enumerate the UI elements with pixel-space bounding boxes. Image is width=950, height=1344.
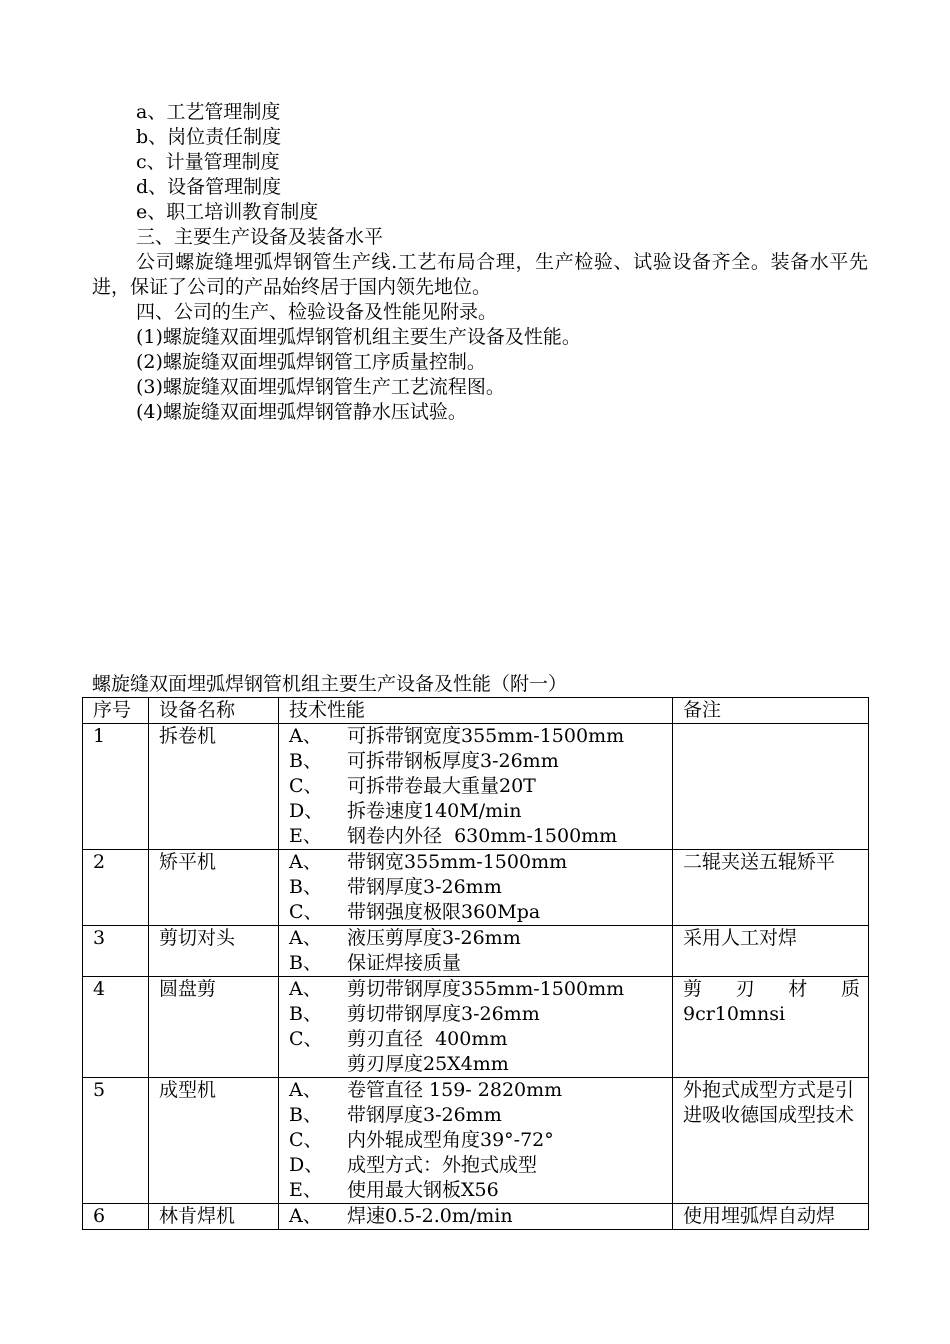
spec-cell	[279, 724, 673, 850]
appendix-item: (4)螺旋缝双面埋弧焊钢管静水压试验。	[136, 401, 467, 423]
spec-letter: B、	[289, 1003, 322, 1025]
spec-text: 内外辊成型角度39°-72°	[347, 1129, 554, 1151]
spec-text: 带钢厚度3-26mm	[347, 876, 502, 898]
table-row	[83, 850, 869, 926]
table-row	[83, 724, 869, 850]
spec-letter: E、	[289, 825, 322, 847]
spec-line	[289, 926, 672, 951]
spec-line	[289, 1204, 672, 1229]
row-number: 1	[83, 724, 149, 850]
spec-line	[289, 1178, 672, 1203]
appendix-item: (3)螺旋缝双面埋弧焊钢管生产工艺流程图。	[136, 376, 505, 398]
spec-letter: C、	[289, 1129, 323, 1151]
spec-text: 可拆带钢宽度355mm-1500mm	[347, 725, 625, 747]
section-body-equipment: 公司螺旋缝埋弧焊钢管生产线.工艺布局合理，生产检验、试验设备齐全。装备水平先进，保证了公司的产品始终居于国内领先地位。	[92, 251, 868, 298]
spec-line	[289, 850, 672, 875]
note-cell: 外抱式成型方式是引进吸收德国成型技术	[673, 1078, 869, 1204]
spec-cell	[279, 1204, 673, 1230]
spec-letter: D、	[289, 800, 324, 822]
equipment-table	[82, 697, 869, 1230]
spec-letter: C、	[289, 1028, 323, 1050]
spec-line	[289, 1027, 672, 1052]
spec-line	[289, 749, 672, 774]
spec-text: 拆卷速度140M/min	[347, 800, 522, 822]
header-cell: 设备名称	[149, 698, 279, 724]
spec-text: 卷管直径 159- 2820mm	[347, 1079, 563, 1101]
policy-item: d、设备管理制度	[136, 176, 282, 198]
spec-line	[289, 1103, 672, 1128]
header-cell: 序号	[83, 698, 149, 724]
policy-item: b、岗位责任制度	[136, 126, 282, 148]
row-number: 6	[83, 1204, 149, 1230]
table-caption: 螺旋缝双面埋弧焊钢管机组主要生产设备及性能（附一）	[92, 673, 568, 695]
spec-line	[289, 799, 672, 824]
spec-letter: C、	[289, 775, 323, 797]
note-line: 剪刃材质	[683, 978, 860, 1000]
header-cell: 技术性能	[279, 698, 673, 724]
spec-text: 剪刃厚度25X4mm	[347, 1053, 509, 1075]
spec-letter: A、	[289, 1079, 322, 1101]
table-row	[83, 1204, 869, 1230]
spec-cell	[279, 850, 673, 926]
row-number: 5	[83, 1078, 149, 1204]
policy-item: a、工艺管理制度	[136, 101, 281, 123]
spec-line	[289, 875, 672, 900]
spec-line	[289, 977, 672, 1002]
spec-cell	[279, 1078, 673, 1204]
spec-letter: A、	[289, 851, 322, 873]
table-row	[83, 977, 869, 1078]
note-line: 9cr10mnsi	[683, 1003, 786, 1025]
spec-cell	[279, 926, 673, 977]
equipment-name: 拆卷机	[149, 724, 279, 850]
spec-line	[289, 774, 672, 799]
spec-line	[289, 1078, 672, 1103]
equipment-name: 林肯焊机	[149, 1204, 279, 1230]
spec-text: 成型方式：外抱式成型	[347, 1154, 538, 1176]
note-cell: 采用人工对焊	[673, 926, 869, 977]
appendix-item: (2)螺旋缝双面埋弧焊钢管工序质量控制。	[136, 351, 486, 373]
spec-text: 钢卷内外径 630mm-1500mm	[347, 825, 618, 847]
spec-letter: B、	[289, 750, 322, 772]
appendix-item: (1)螺旋缝双面埋弧焊钢管机组主要生产设备及性能。	[136, 326, 581, 348]
policy-item: e、职工培训教育制度	[136, 201, 319, 223]
spec-text: 保证焊接质量	[347, 952, 462, 974]
spec-letter: B、	[289, 952, 322, 974]
spec-line	[289, 824, 672, 849]
row-number: 3	[83, 926, 149, 977]
spec-line	[289, 1052, 672, 1077]
section-heading-equipment: 三、主要生产设备及装备水平	[136, 226, 384, 248]
spec-cell	[279, 977, 673, 1078]
header-cell: 备注	[673, 698, 869, 724]
spec-letter: C、	[289, 901, 323, 923]
spec-text: 带钢宽355mm-1500mm	[347, 851, 568, 873]
spec-letter: E、	[289, 1179, 322, 1201]
spec-letter: B、	[289, 876, 322, 898]
spec-line	[289, 1153, 672, 1178]
equipment-name: 圆盘剪	[149, 977, 279, 1078]
note-cell	[673, 977, 869, 1078]
spec-text: 可拆带卷最大重量20T	[347, 775, 536, 797]
spec-text: 带钢厚度3-26mm	[347, 1104, 502, 1126]
row-number: 2	[83, 850, 149, 926]
equipment-name: 成型机	[149, 1078, 279, 1204]
table-row	[83, 1078, 869, 1204]
spec-line	[289, 1128, 672, 1153]
spec-text: 剪切带钢厚度3-26mm	[347, 1003, 540, 1025]
spec-line	[289, 1002, 672, 1027]
table-row	[83, 926, 869, 977]
equipment-name: 矫平机	[149, 850, 279, 926]
spec-text: 使用最大钢板X56	[347, 1179, 499, 1201]
spec-text: 带钢强度极限360Mpa	[347, 901, 541, 923]
note-cell: 二辊夹送五辊矫平	[673, 850, 869, 926]
spec-text: 剪切带钢厚度355mm-1500mm	[347, 978, 625, 1000]
spec-text: 可拆带钢板厚度3-26mm	[347, 750, 559, 772]
section-heading-appendix: 四、公司的生产、检验设备及性能见附录。	[136, 301, 498, 323]
spec-letter: A、	[289, 1205, 322, 1227]
spec-line	[289, 900, 672, 925]
spec-line	[289, 951, 672, 976]
equipment-name: 剪切对头	[149, 926, 279, 977]
spec-text: 焊速0.5-2.0m/min	[347, 1205, 513, 1227]
policy-item: c、计量管理制度	[136, 151, 280, 173]
spec-letter: B、	[289, 1104, 322, 1126]
spec-letter: A、	[289, 978, 322, 1000]
note-cell: 使用埋弧焊自动焊	[673, 1204, 869, 1230]
spec-letter	[289, 1052, 347, 1077]
spec-letter: A、	[289, 725, 322, 747]
spec-text: 剪刃直径 400mm	[347, 1028, 508, 1050]
row-number: 4	[83, 977, 149, 1078]
spec-text: 液压剪厚度3-26mm	[347, 927, 521, 949]
spec-line	[289, 724, 672, 749]
note-cell	[673, 724, 869, 850]
table-header-row	[83, 698, 869, 724]
spec-letter: D、	[289, 1154, 324, 1176]
spec-letter: A、	[289, 927, 322, 949]
